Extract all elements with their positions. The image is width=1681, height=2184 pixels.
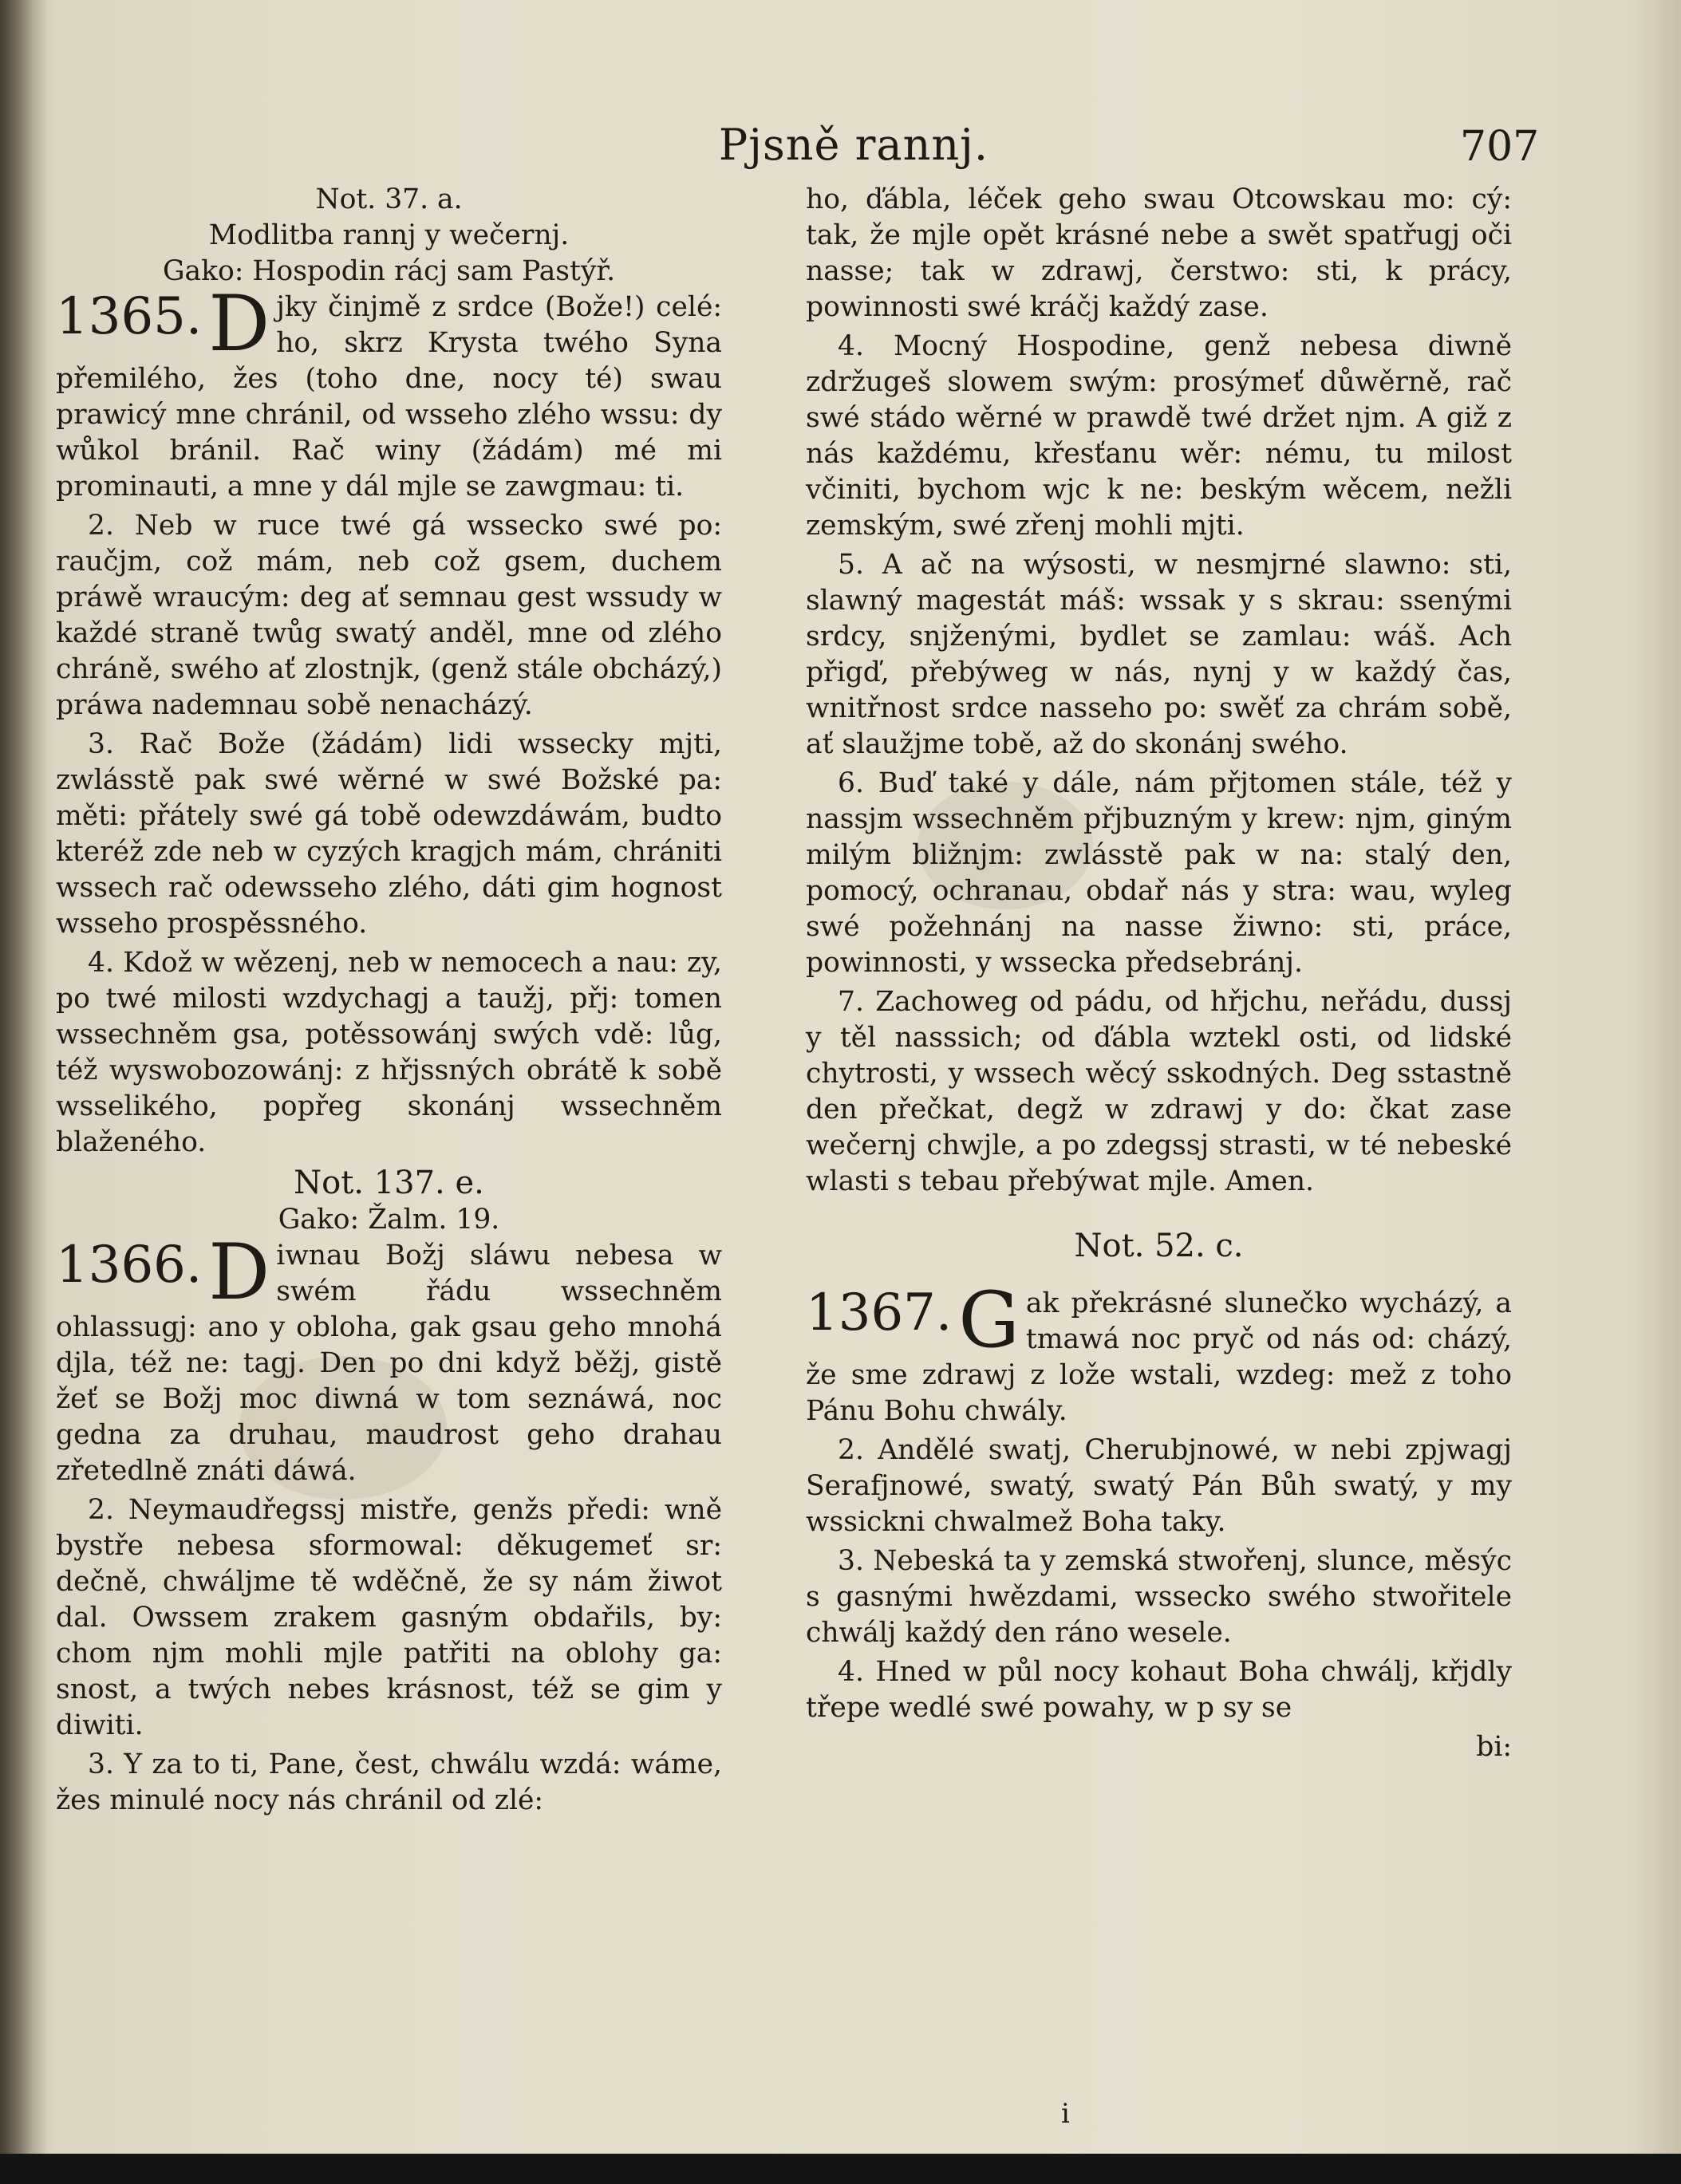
tune-reference: Not. 37. a.	[315, 183, 463, 215]
verse-text: iwnau Božj sláwu nebesa w swém řádu wssechněm ohlassugj: ano y obloha, gak gsau geho mnohá djla, též ne: tagj. Den po dni když běžj, gistě žeť se Božj moc diwná w tom seznáwá, noc gedna za druhau, maudrost geho drahau zřetedlně znáti dáwá.	[56, 1240, 722, 1487]
running-title: Pjsně rannj.	[718, 120, 989, 170]
hymn-number: 1366.	[56, 1236, 203, 1295]
verse: 2. Neymaudřegssj mistře, genžs předi: wně bystře nebesa sformowal: děkugemeť sr: dečně, chwáljme tě wděčně, že sy nám žiwot dal. Owssem zrakem gasným obdařils, by: chom njm mohli mjle patřiti na oblohy ga: snost, a twých nebes krásnost, též se gim y diwiti.	[56, 1494, 722, 1741]
tune-note: Gako: Hospodin rácj sam Pastýř.	[162, 255, 616, 287]
verse: 3. Nebeská ta y zemská stwořenj, slunce, měsýc s gasnými hwězdami, wssecko swého stwořitele chwálj každý den ráno wesele.	[806, 1545, 1512, 1649]
hymn-1365	[56, 279, 722, 505]
verse-text: ak překrásné slunečko wycházý, a tmawá noc pryč od nás od: cházý, že sme zdrawj z lože wstali, wzdeg: mež z toho Pánu Bohu chwály.	[806, 1287, 1512, 1427]
verse: 2. Neb w ruce twé gá wssecko swé po: raučjm, což mám, neb což gsem, duchem práwě wraucým: deg ať semnau gest wssudy w každé straně twůg swatý anděl, mne od zlého chráně, swého ať zlostnjk, (genž stále obcházý,) práwa nademnau sobě nenacházý.	[56, 510, 722, 721]
hymn-1366	[56, 1228, 722, 1489]
hymn-number: 1365.	[56, 287, 203, 346]
binding-shadow	[0, 0, 48, 2184]
verse: 2. Andělé swatj, Cherubjnowé, w nebi zpjwagj Serafjnowé, swatý, swatý Pán Bůh swatý, y my wssickni chwalmež Boha taky.	[806, 1434, 1512, 1538]
page-number: 707	[1460, 123, 1540, 171]
verse: 5. A ač na wýsosti, w nesmjrné slawno: sti, slawný magestát máš: wssak y s skrau: ssenými srdcy, snjženými, bydlet se zamlau: wáš. Ach přigď, přebýweg w nás, nynj y w každý čas, wnitřnost srdce nasseho po: swěť za chrám sobě, ať slaužjme tobě, až do skonánj swého.	[806, 549, 1512, 760]
verse-continuation: ho, ďábla, léček geho swau Otcowskau mo: cý: tak, že mjle opět krásné nebe a swět spatřugj oči nasse; tak w zdrawj, čerstwo: sti, k prácy, powinnosti swé kráčj každý zase.	[806, 183, 1512, 323]
drop-cap: G	[958, 1275, 1020, 1365]
running-head	[0, 120, 1681, 183]
drop-cap: D	[208, 1228, 270, 1317]
spacer	[806, 1203, 1512, 1224]
tune-reference: Not. 52. c.	[1074, 1228, 1244, 1264]
verse: 6. Buď také y dále, nám přjtomen stále, též y nassjm wssechněm přjbuzným y krew: njm, giným milým bližnjm: zwlásstě pak w na: stalý den, pomocý, ochranau, obdař nás y stra: wau, wyleg swé požehnánj na nasse žiwno: sti, práce, powinnosti, y wssecka předsebránj.	[806, 767, 1512, 979]
left-column	[56, 182, 722, 1822]
verse: 4. Mocný Hospodine, genž nebesa diwně zdržugeš slowem swým: prosýmeť důwěrně, rač swé stádo wěrné w prawdě twé držet njm. A giž z nás každému, křesťanu wěr: nému, tu milost včiniti, bychom wjc k ne: beským wěcem, nežli zemským, swé zřenj mohli mjti.	[806, 330, 1512, 542]
tune-reference: Not. 137. e.	[294, 1165, 484, 1201]
hymn-1367	[806, 1275, 1512, 1429]
verse: 4. Kdož w wězenj, neb w nemocech a nau: zy, po twé milosti wzdychagj a taužj, přj: tomen wssechněm gsa, potěssowánj swých vdě: lůg, též wyswobozowánj: z hřjssných obrátě k sobě wsselikého, popřeg skonánj wssechněm blaženého.	[56, 947, 722, 1158]
verse: 3. Y za to ti, Pane, čest, chwálu wzdá: wáme, žes minulé nocy nás chránil od zlé:	[56, 1748, 722, 1816]
scan-bottom-edge	[0, 2154, 1681, 2184]
right-column	[806, 182, 1512, 1765]
tune-note: Gako: Žalm. 19.	[278, 1204, 500, 1236]
verse-text: jky činjmě z srdce (Bože!) celé: ho, skrz Krysta twého Syna přemilého, žes (toho dne, nocy té) swau prawicý mne chránil, od wsseho zlého wssu: dy wůkol bránil. Rač winy (žádám) mé mi prominauti, a mne y dál mjle se zawgmau: ti.	[56, 291, 722, 503]
hymn-heading: Modlitba rannj y wečernj.	[208, 219, 570, 251]
catchword: bi:	[1476, 1731, 1512, 1763]
hymn-number: 1367.	[806, 1283, 953, 1342]
signature-mark: i	[1061, 2098, 1070, 2130]
verse: 4. Hned w půl nocy kohaut Boha chwálj, křjdly třepe wedlé swé powahy, w p sy se	[806, 1656, 1512, 1724]
verse: 7. Zachoweg od pádu, od hřjchu, neřádu, dussj y těl nasssich; od ďábla wztekl osti, od lidské chytrosti, y wssech wěcý sskodných. Deg sstastně den přečkat, degž w zdrawj y do: čkat zase wečernj chwjle, a po zdegssj strasti, w té nebeské wlasti s tebau přebýwat mjle. Amen.	[806, 986, 1512, 1197]
drop-cap: D	[208, 279, 270, 369]
verse: 3. Rač Bože (žádám) lidi wssecky mjti, zwlásstě pak swé wěrné w swé Božské pa: měti: přátely swé gá tobě odewzdáwám, budto kteréž zde neb w cyzých kragjch mám, chrániti wssech rač odewsseho zlého, dáti gim hognost wsseho prospěssného.	[56, 728, 722, 940]
